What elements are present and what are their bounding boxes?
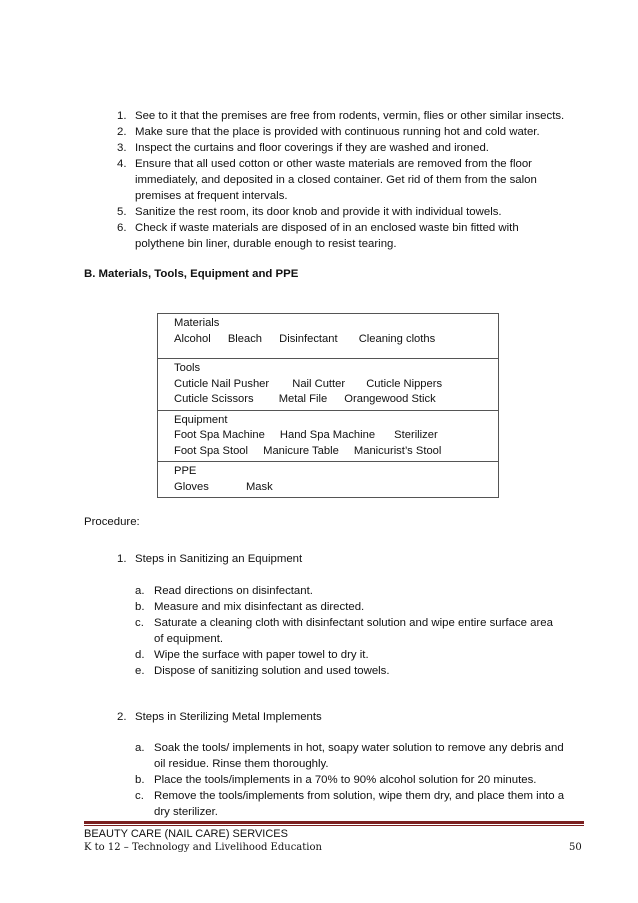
sub-item: Saturate a cleaning cloth with disinfectant solution and wipe entire surface area bbox=[154, 617, 553, 629]
item: Foot Spa Stool bbox=[174, 444, 249, 457]
list-item-continued: polythene bin liner, durable enough to resist tearing. bbox=[135, 238, 397, 250]
sub-item: Measure and mix disinfectant as directed. bbox=[154, 601, 365, 613]
item: Cuticle Nail Pusher bbox=[174, 377, 270, 390]
item: Cuticle Nippers bbox=[366, 377, 443, 390]
list-number: 6. bbox=[117, 222, 127, 234]
step-title: Steps in Sanitizing an Equipment bbox=[135, 553, 303, 565]
category-items bbox=[174, 377, 482, 393]
table-row-materials bbox=[158, 314, 499, 359]
table-row-ppe bbox=[158, 462, 499, 498]
category-items bbox=[174, 428, 482, 444]
list-item: Make sure that the place is provided with continuous running hot and cold water. bbox=[135, 126, 540, 138]
list-item: Check if waste materials are disposed of in an enclosed waste bin fitted with bbox=[135, 222, 519, 234]
category-title: Tools bbox=[174, 362, 201, 374]
footer-title: BEAUTY CARE (NAIL CARE) SERVICES bbox=[84, 828, 288, 840]
list-number: 4. bbox=[117, 158, 127, 170]
category-title: Materials bbox=[174, 317, 220, 329]
sub-item: Read directions on disinfectant. bbox=[154, 585, 313, 597]
item: Metal File bbox=[278, 393, 328, 405]
sub-item-continued: oil residue. Rinse them thoroughly. bbox=[154, 758, 329, 770]
sub-item-continued: dry sterilizer. bbox=[154, 806, 218, 818]
section-heading: B. Materials, Tools, Equipment and PPE bbox=[84, 268, 299, 280]
footer-subtitle: K to 12 – Technology and Livelihood Education bbox=[84, 842, 322, 853]
item: Orangewood Stick bbox=[344, 393, 436, 405]
list-number: 5. bbox=[117, 206, 127, 218]
item: Alcohol bbox=[174, 332, 211, 345]
item: Cuticle Scissors bbox=[174, 393, 254, 405]
item: Manicurist’s Stool bbox=[353, 444, 442, 457]
table-row-equipment bbox=[158, 410, 499, 462]
sub-item: Dispose of sanitizing solution and used towels. bbox=[154, 665, 390, 677]
sub-item-letter: c. bbox=[135, 617, 144, 629]
sub-item-letter: e. bbox=[135, 665, 145, 677]
list-item: Ensure that all used cotton or other waste materials are removed from the floor bbox=[135, 158, 532, 170]
category-items bbox=[174, 480, 482, 496]
sub-item-letter: a. bbox=[135, 585, 145, 597]
step-number: 2. bbox=[117, 711, 127, 723]
sub-item-letter: b. bbox=[135, 774, 145, 786]
procedure-label: Procedure: bbox=[84, 516, 140, 528]
category-title: PPE bbox=[174, 465, 197, 477]
sub-item: Soak the tools/ implements in hot, soapy water solution to remove any debris and bbox=[154, 742, 564, 754]
item: Nail Cutter bbox=[292, 377, 346, 390]
list-item-continued: premises at frequent intervals. bbox=[135, 190, 288, 202]
step-title: Steps in Sterilizing Metal Implements bbox=[135, 711, 322, 723]
category-items bbox=[174, 444, 482, 460]
sub-item-letter: b. bbox=[135, 601, 145, 613]
item: Sterilizer bbox=[394, 429, 438, 441]
table-row-tools bbox=[158, 359, 499, 411]
sub-item-letter: c. bbox=[135, 790, 144, 802]
sub-item: Wipe the surface with paper towel to dry it. bbox=[154, 649, 369, 661]
sub-item: Place the tools/implements in a 70% to 90% alcohol solution for 20 minutes. bbox=[154, 774, 537, 786]
materials-table bbox=[157, 313, 499, 498]
list-number: 1. bbox=[117, 110, 127, 122]
page-number: 50 bbox=[569, 842, 582, 853]
sub-item-continued: of equipment. bbox=[154, 633, 224, 645]
list-item-continued: immediately, and deposited in a closed container. Get rid of them from the salon bbox=[135, 174, 537, 186]
list-item: Sanitize the rest room, its door knob and provide it with individual towels. bbox=[135, 206, 502, 218]
category-title: Equipment bbox=[174, 413, 228, 426]
list-number: 3. bbox=[117, 142, 127, 154]
item: Foot Spa Machine bbox=[174, 429, 265, 441]
list-number: 2. bbox=[117, 126, 127, 138]
sub-item-letter: a. bbox=[135, 742, 145, 754]
sub-item-letter: d. bbox=[135, 649, 145, 661]
sub-item: Remove the tools/implements from solution, wipe them dry, and place them into a bbox=[154, 790, 565, 802]
item: Manicure Table bbox=[263, 444, 339, 457]
category-items bbox=[174, 392, 482, 408]
list-item: See to it that the premises are free from rodents, vermin, flies or other similar insects. bbox=[135, 110, 565, 122]
list-item: Inspect the curtains and floor coverings if they are washed and ironed. bbox=[135, 142, 489, 154]
item: Gloves bbox=[174, 480, 209, 493]
item: Bleach bbox=[227, 332, 263, 345]
item: Mask bbox=[245, 480, 273, 493]
item: Disinfectant bbox=[279, 332, 338, 345]
item: Hand Spa Machine bbox=[279, 429, 376, 441]
item: Cleaning cloths bbox=[358, 332, 436, 345]
step-number: 1. bbox=[117, 553, 127, 565]
footer-rule bbox=[84, 821, 584, 824]
category-items bbox=[174, 332, 482, 348]
footer-rule-thin bbox=[84, 825, 584, 826]
